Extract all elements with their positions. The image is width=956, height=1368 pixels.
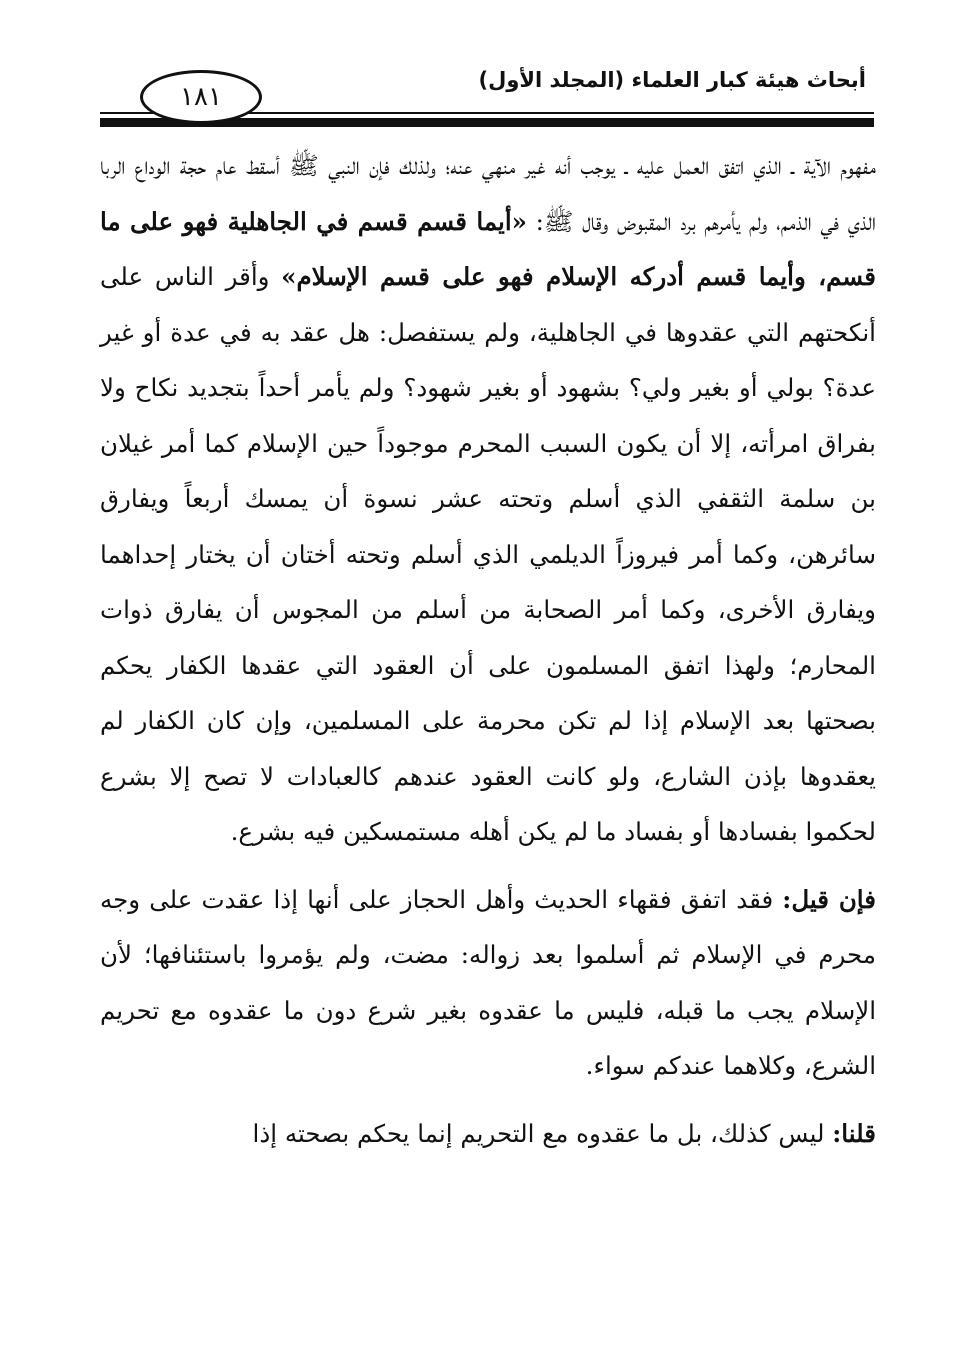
running-header-title: أبحاث هيئة كبار العلماء (المجلد الأول) — [478, 68, 866, 92]
paragraph-1-text-a: مفهوم الآية ـ الذي اتفق العمل عليه ـ يوجب أنه غير منهي عنه؛ ولذلك فإن النبي ﷺ أسقط عام حجة الوداع الربا الذي في الذمم، ولم يأمرهم برد المقبوض وقال ﷺ: — [100, 151, 876, 236]
paragraph-1 — [100, 138, 876, 860]
paragraph-3-text: ليس كذلك، بل ما عقدوه مع التحريم إنما يحكم بصحته إذا — [252, 1118, 833, 1148]
reply-lead: قلنا: — [832, 1118, 876, 1148]
paragraph-3 — [100, 1106, 876, 1162]
paragraph-2 — [100, 872, 876, 1094]
paragraph-1-text-b: وأقر الناس على أنكحتهم التي عقدوها في الجاهلية، ولم يستفصل: هل عقد به في عدة أو غير عدة؟ بولي أو بغير ولي؟ بشهود أو بغير شهود؟ ولم يأمر أحداً بتجديد نكاح ولا بفراق امرأته، إلا أن يكون السبب المحرم موجوداً حين الإسلام كما أمر غيلان بن سلمة الثقفي الذي أسلم وتحته عشر نسوة أن يمسك أربعاً ويفارق سائرهن، وكما أمر فيروزاً الديلمي الذي أسلم وتحته أختان أن يختار إحداهما ويفارق الأخرى، وكما أمر الصحابة من أسلم من المجوس أن يفارق ذوات المحارم؛ ولهذا اتفق المسلمون على أن العقود التي عقدها الكفار يحكم بصحتها بعد الإسلام إذا لم تكن محرمة على المسلمين، وإن كان الكفار لم يعقدوها بإذن الشارع، ولو كانت العقود عندهم كالعبادات لا تصح إلا بشرع لحكموا بفسادها أو بفساد ما لم يكن أهله مستمسكين فيه بشرع. — [100, 262, 876, 846]
body-text — [100, 138, 876, 1161]
page-number-badge — [140, 70, 262, 124]
paragraph-2-text: فقد اتفق فقهاء الحديث وأهل الحجاز على أنها إذا عقدت على وجه محرم في الإسلام ثم أسلموا بعد زواله: مضت، ولم يؤمروا باستئنافها؛ لأن الإسلام يجب ما قبله، فليس ما عقدوه بغير شرع دون ما عقدوه مع تحريم الشرع، وكلاهما عندكم سواء. — [100, 884, 876, 1080]
objection-lead: فإن قيل: — [782, 884, 876, 914]
page-number: ١٨١ — [180, 82, 222, 112]
hadith-quote: «أيما قسم قسم في الجاهلية فهو على ما قسم، وأيما قسم أدركه الإسلام فهو على قسم الإسلام» — [100, 206, 877, 291]
